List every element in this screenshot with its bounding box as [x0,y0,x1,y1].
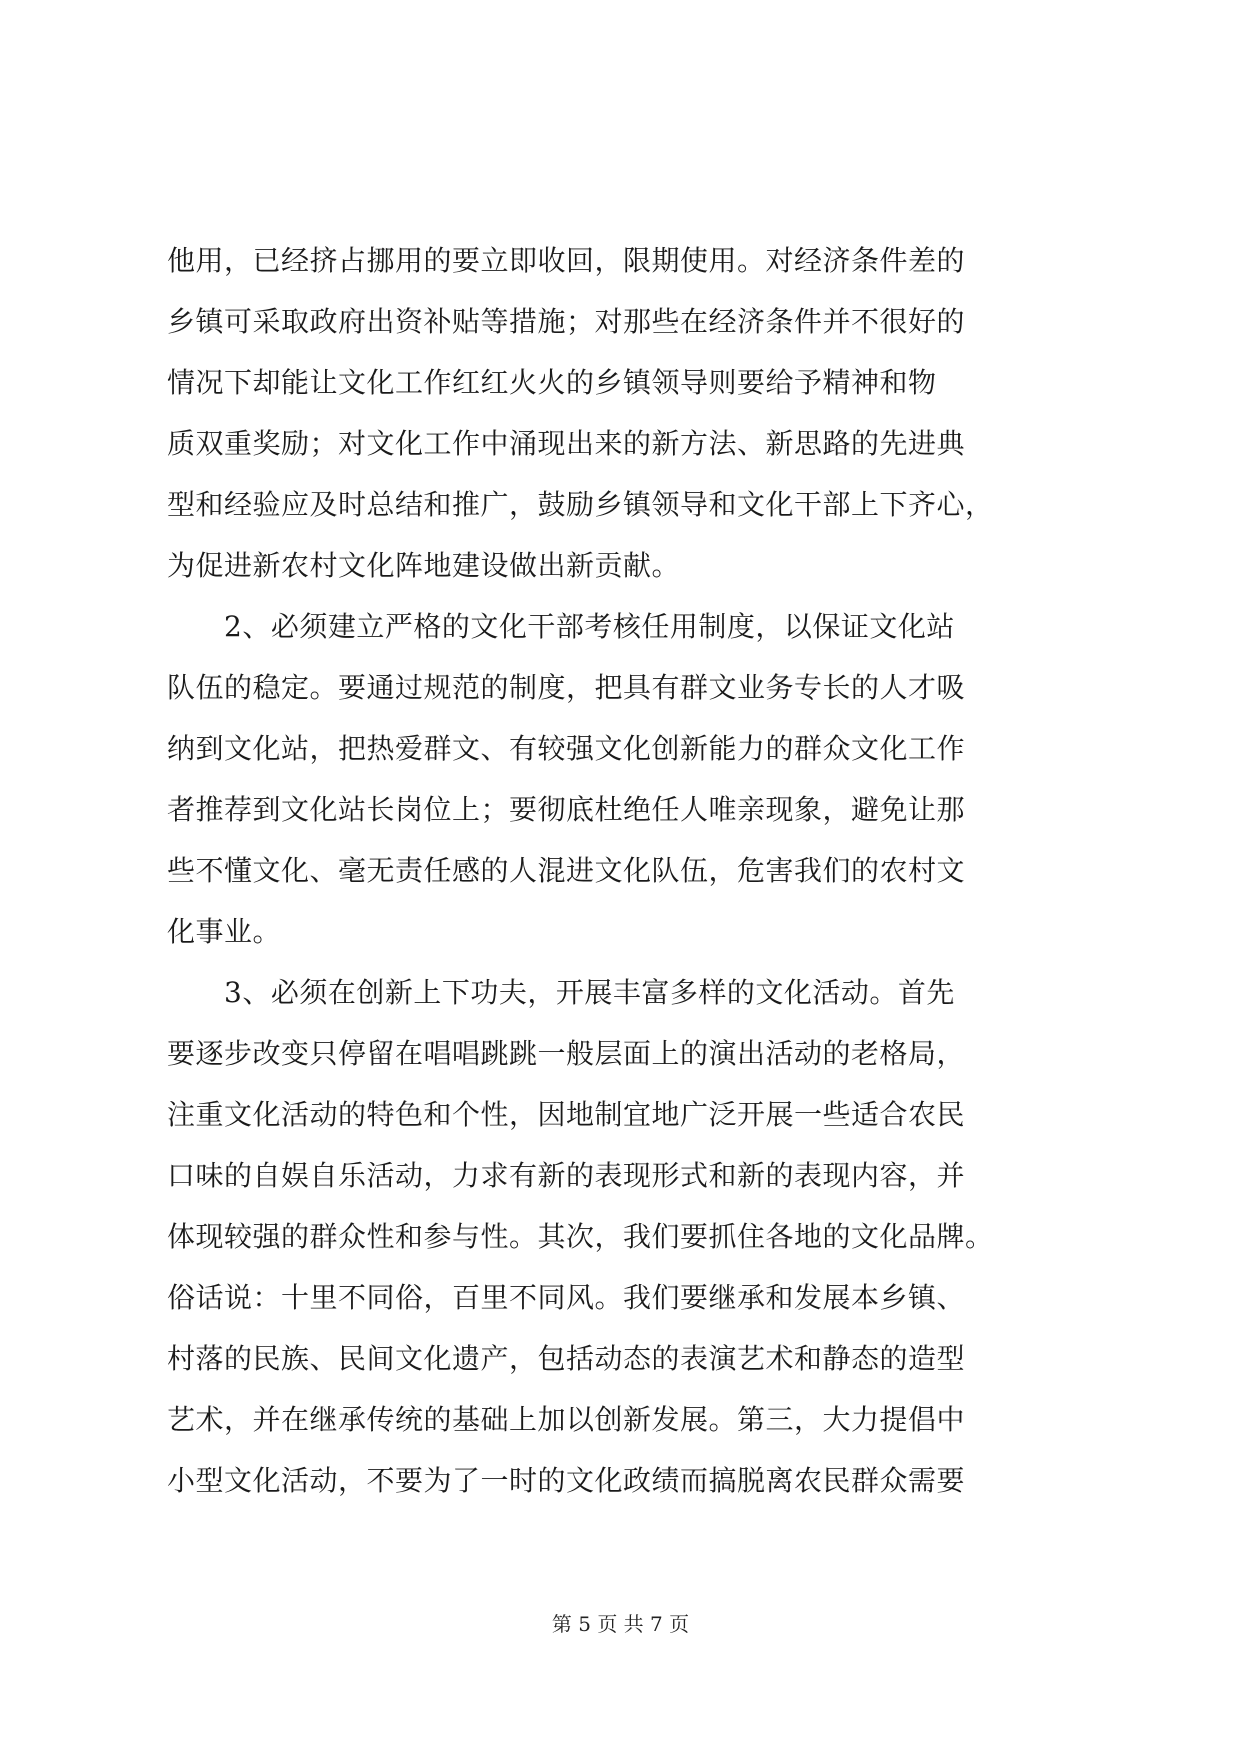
text-line: 队伍的稳定。要通过规范的制度，把具有群文业务专长的人才吸 [167,671,966,704]
text-line: 化事业。 [167,915,282,948]
body-text [167,230,1087,1511]
text-line: 艺术，并在继承传统的基础上加以创新发展。第三，大力提倡中 [167,1403,966,1436]
text-line: 体现较强的群众性和参与性。其次，我们要抓住各地的文化品牌。 [167,1220,994,1253]
text-line: 口味的自娱自乐活动，力求有新的表现形式和新的表现内容，并 [167,1159,966,1192]
text-line: 他用，已经挤占挪用的要立即收回，限期使用。对经济条件差的 [167,244,966,277]
text-line: 质双重奖励；对文化工作中涌现出来的新方法、新思路的先进典 [167,427,966,460]
text-line: 情况下却能让文化工作红红火火的乡镇领导则要给予精神和物 [167,366,937,399]
text-line: 3、必须在创新上下功夫，开展丰富多样的文化活动。首先 [167,976,955,1009]
page-footer: 第 5 页 共 7 页 [551,1612,690,1636]
text-line: 些不懂文化、毫无责任感的人混进文化队伍，危害我们的农村文 [167,854,966,887]
text-line: 要逐步改变只停留在唱唱跳跳一般层面上的演出活动的老格局， [167,1037,966,1070]
text-line: 小型文化活动，不要为了一时的文化政绩而搞脱离农民群众需要 [167,1464,966,1497]
text-line: 乡镇可采取政府出资补贴等措施；对那些在经济条件并不很好的 [167,305,966,338]
text-line: 俗话说：十里不同俗，百里不同风。我们要继承和发展本乡镇、 [167,1281,966,1314]
text-line: 者推荐到文化站长岗位上；要彻底杜绝任人唯亲现象，避免让那 [167,793,966,826]
text-line: 为促进新农村文化阵地建设做出新贡献。 [167,549,681,582]
text-line: 村落的民族、民间文化遗产，包括动态的表演艺术和静态的造型 [167,1342,966,1375]
text-line: 纳到文化站，把热爱群文、有较强文化创新能力的群众文化工作 [167,732,966,765]
text-line: 2、必须建立严格的文化干部考核任用制度，以保证文化站 [167,610,955,643]
text-line: 注重文化活动的特色和个性，因地制宜地广泛开展一些适合农民 [167,1098,966,1131]
text-line: 型和经验应及时总结和推广，鼓励乡镇领导和文化干部上下齐心， [167,488,994,521]
